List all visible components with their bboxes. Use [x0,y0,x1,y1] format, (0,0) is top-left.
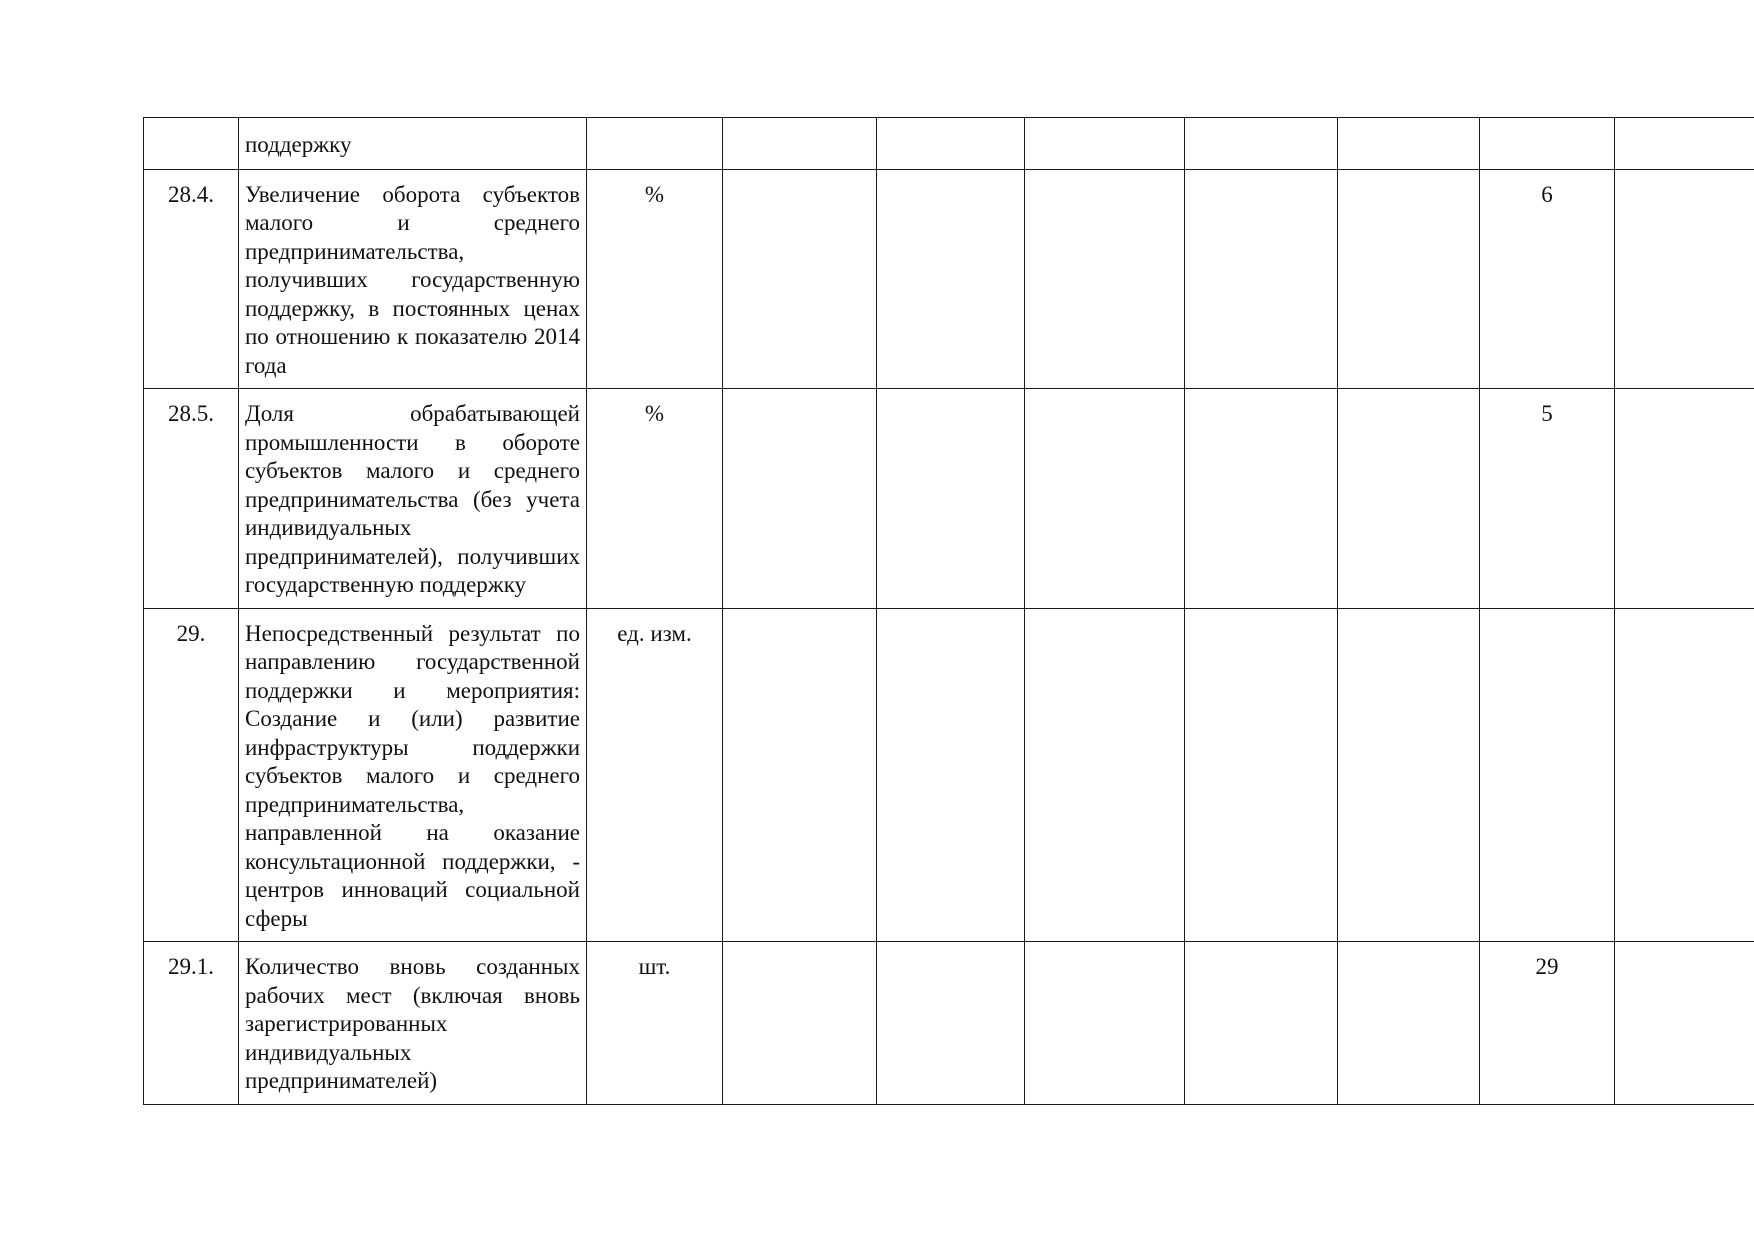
unit-cell: % [587,389,723,609]
empty-cell [723,169,877,389]
value-cell: 5 [1480,389,1615,609]
empty-cell [1338,942,1480,1105]
indicator-description: Увеличение оборота субъектов малого и среднего предпринимательства, получивших государственную поддержку, в постоянных ценах по отношению к показателю 2014 года [239,169,587,389]
empty-cell [1185,389,1338,609]
empty-cell [1185,608,1338,942]
empty-cell [1338,169,1480,389]
empty-cell [1615,169,1754,389]
empty-cell [1615,118,1754,170]
empty-cell [1338,118,1480,170]
unit-cell: % [587,169,723,389]
empty-cell [877,608,1025,942]
row-number: 29.1. [144,942,239,1105]
empty-cell [1185,118,1338,170]
empty-cell [1025,118,1185,170]
row-number: 29. [144,608,239,942]
empty-cell [877,942,1025,1105]
value-cell [1480,608,1615,942]
empty-cell [1025,608,1185,942]
empty-cell [1185,942,1338,1105]
row-number [144,118,239,170]
empty-cell [1615,389,1754,609]
empty-cell [723,389,877,609]
table-row [144,389,1754,609]
table-row [144,169,1754,389]
table-row [144,608,1754,942]
row-number: 28.5. [144,389,239,609]
empty-cell [723,118,877,170]
table-row [144,118,1754,170]
empty-cell [1025,389,1185,609]
empty-cell [1338,389,1480,609]
table-row [144,942,1754,1105]
unit-cell: ед. изм. [587,608,723,942]
empty-cell [1025,942,1185,1105]
empty-cell [723,608,877,942]
value-cell: 6 [1480,169,1615,389]
indicator-description: Количество вновь созданных рабочих мест (включая вновь зарегистрированных индивидуальных предпринимателей) [239,942,587,1105]
value-cell: 29 [1480,942,1615,1105]
empty-cell [877,389,1025,609]
empty-cell [723,942,877,1105]
indicator-description: Доля обрабатывающей промышленности в обороте субъектов малого и среднего предпринимательства (без учета индивидуальных предпринимателей), получивших государственную поддержку [239,389,587,609]
empty-cell [1615,942,1754,1105]
row-number: 28.4. [144,169,239,389]
indicator-description: поддержку [239,118,587,170]
empty-cell [1185,169,1338,389]
empty-cell [1025,169,1185,389]
unit-cell [587,118,723,170]
empty-cell [1615,608,1754,942]
indicators-table [143,117,1754,1105]
unit-cell: шт. [587,942,723,1105]
value-cell [1480,118,1615,170]
indicator-description: Непосредственный результат по направлению государственной поддержки и мероприятия: Создание и (или) развитие инфраструктуры поддержки субъектов малого и среднего предпринимательства, направленной на оказание консультационной поддержки, - центров инноваций социальной сферы [239,608,587,942]
empty-cell [877,118,1025,170]
empty-cell [1338,608,1480,942]
empty-cell [877,169,1025,389]
